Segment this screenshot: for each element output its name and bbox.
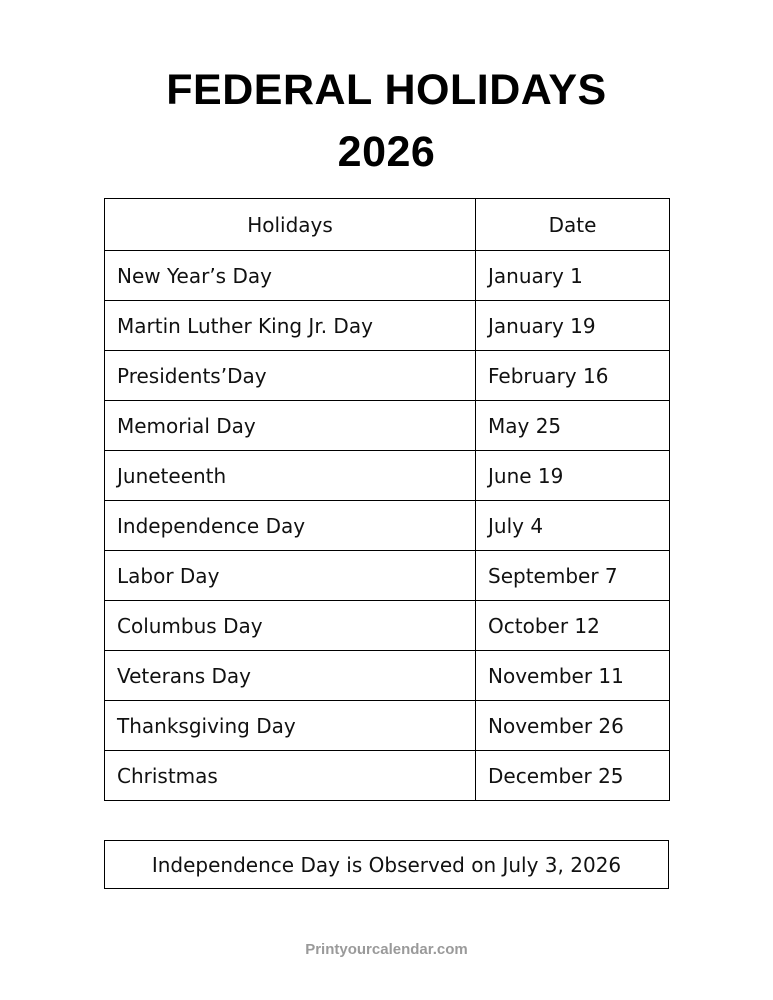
holiday-date: October 12 <box>476 601 670 651</box>
table-row <box>105 651 670 701</box>
holiday-name: Veterans Day <box>105 651 476 701</box>
table-header-row <box>105 199 670 251</box>
table-row <box>105 501 670 551</box>
date-column-header: Date <box>476 199 670 251</box>
table-row <box>105 551 670 601</box>
holiday-name: Memorial Day <box>105 401 476 451</box>
table-row <box>105 301 670 351</box>
holiday-name: Thanksgiving Day <box>105 701 476 751</box>
holiday-date: September 7 <box>476 551 670 601</box>
holiday-date: February 16 <box>476 351 670 401</box>
table-row <box>105 751 670 801</box>
table-row <box>105 251 670 301</box>
holiday-name: Martin Luther King Jr. Day <box>105 301 476 351</box>
holiday-date: November 11 <box>476 651 670 701</box>
holiday-name: Columbus Day <box>105 601 476 651</box>
observed-note: Independence Day is Observed on July 3, 2026 <box>104 840 669 889</box>
holiday-name: Christmas <box>105 751 476 801</box>
holiday-date: May 25 <box>476 401 670 451</box>
holiday-name: Labor Day <box>105 551 476 601</box>
holiday-date: December 25 <box>476 751 670 801</box>
table-row <box>105 451 670 501</box>
holidays-column-header: Holidays <box>105 199 476 251</box>
table-row <box>105 701 670 751</box>
page-year: 2026 <box>337 128 436 176</box>
holiday-date: January 1 <box>476 251 670 301</box>
holidays-table <box>104 198 670 801</box>
page-title: FEDERAL HOLIDAYS <box>166 66 607 114</box>
holiday-name: New Year’s Day <box>105 251 476 301</box>
holiday-name: Presidents’Day <box>105 351 476 401</box>
holiday-date: January 19 <box>476 301 670 351</box>
footer-brand: Printyourcalendar.com <box>305 941 468 958</box>
holiday-date: July 4 <box>476 501 670 551</box>
table-row <box>105 351 670 401</box>
holiday-name: Juneteenth <box>105 451 476 501</box>
table-row <box>105 601 670 651</box>
table-row <box>105 401 670 451</box>
holiday-name: Independence Day <box>105 501 476 551</box>
holiday-date: November 26 <box>476 701 670 751</box>
holiday-date: June 19 <box>476 451 670 501</box>
